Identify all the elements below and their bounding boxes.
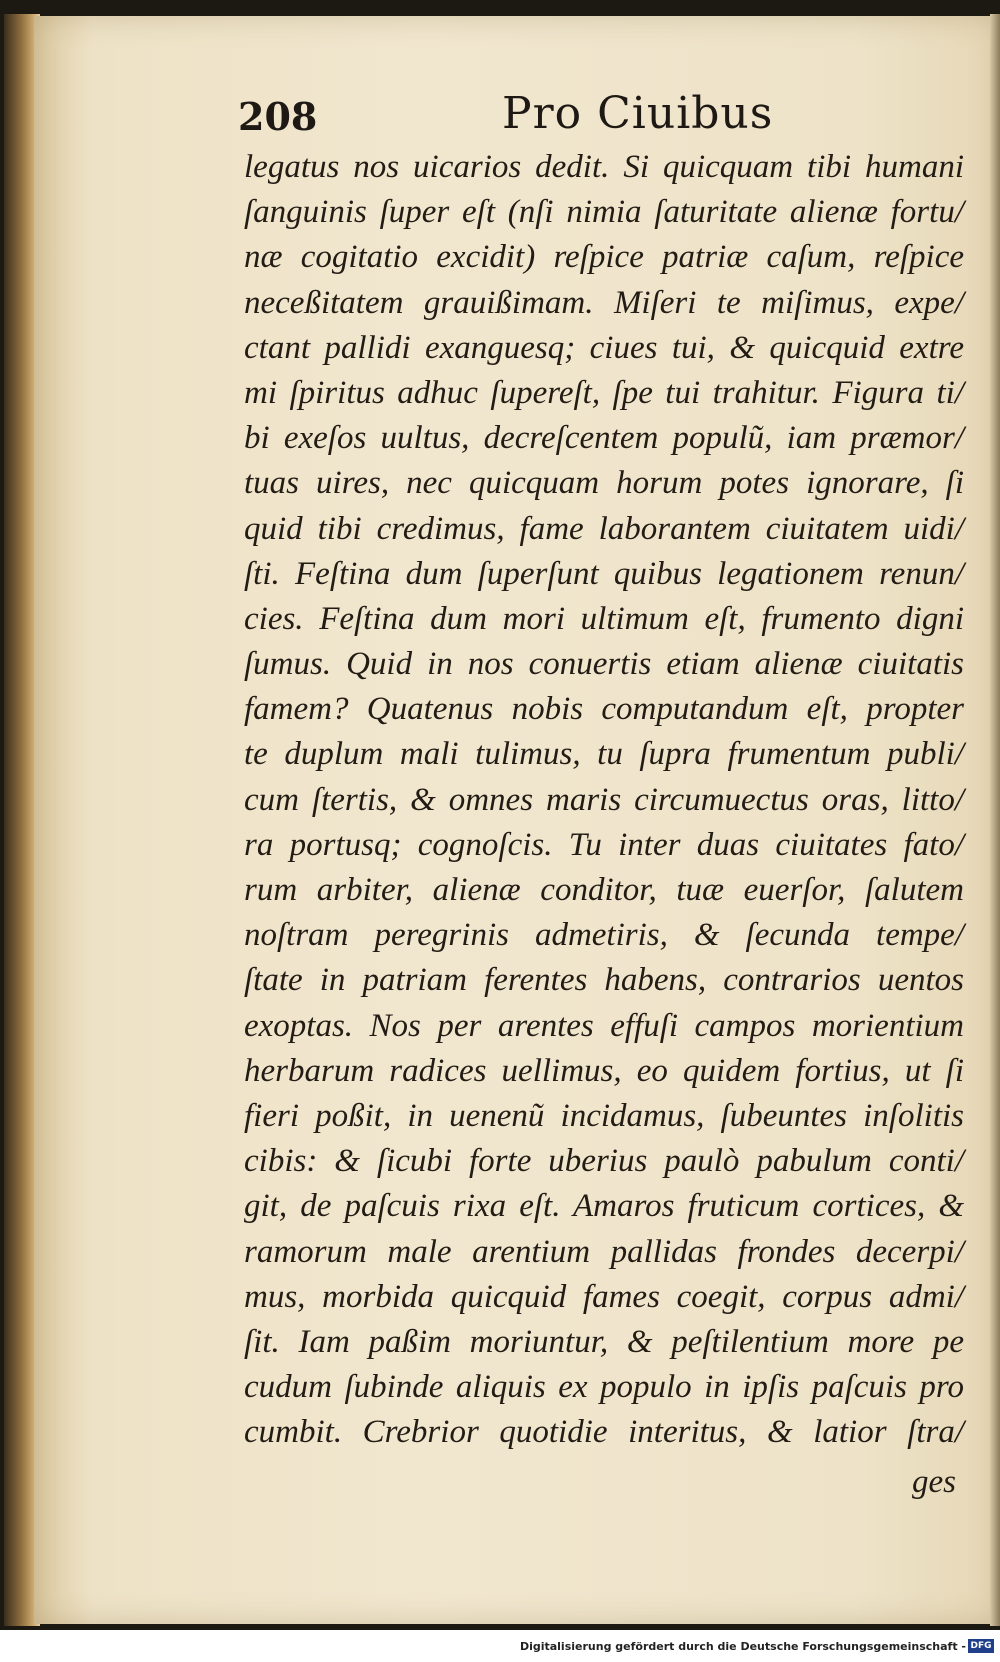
text-line: neceßitatem grauißimam. Miſeri te miſimus, expe/ [244,284,964,321]
text-line: noſtram peregrinis admetiris, & ſecunda tempe/ [244,917,964,954]
text-line: mi ſpiritus adhuc ſupereſt, ſpe tui trahitur. Figura ti/ [244,374,964,411]
running-head [238,88,958,144]
text-line: ra portusq; cognoſcis. Tu inter duas ciuitates fato/ [244,826,964,863]
body-text [244,145,964,1455]
text-line: ſit. Iam paßim moriuntur, & peſtilentium more pe [244,1323,964,1360]
text-line: tuas uires, nec quicquam horum potes ignorare, ſi [244,465,964,502]
text-line: exoptas. Nos per arentes effuſi campos morientium [244,1007,964,1044]
text-line: git, de paſcuis rixa eſt. Amaros fruticum cortices, & [244,1188,964,1225]
text-line: quid tibi credimus, fame laborantem ciuitatem uidi/ [244,510,964,547]
text-line: te duplum mali tulimus, tu ſupra frumentum publi/ [244,736,964,773]
page-fore-edge [990,14,1000,1626]
text-line: ſumus. Quid in nos conuertis etiam alienæ ciuitatis [244,646,964,683]
catchword: ges [912,1464,956,1500]
text-line: cudum ſubinde aliquis ex populo in ipſis paſcuis pro [244,1369,964,1406]
digitization-credit: Digitalisierung gefördert durch die Deutsche Forschungsgemeinschaft - [519,1640,966,1653]
text-line: bi exeſos uultus, decreſcentem populũ, iam præmor/ [244,420,964,457]
dfg-logo: DFG [968,1639,994,1653]
text-line: cies. Feſtina dum mori ultimum eſt, frumento digni [244,600,964,637]
text-line: ramorum male arentium pallidas frondes decerpi/ [244,1233,964,1270]
text-line: næ cogitatio excidit) reſpice patriæ caſum, reſpice [244,239,964,276]
text-line: ctant pallidi exanguesq; ciues tui, & quicquid extre [244,329,964,366]
text-line: cumbit. Crebrior quotidie interitus, & latior ſtra/ [244,1414,964,1451]
text-line: legatus nos uicarios dedit. Si quicquam tibi humani [244,149,964,185]
text-line: cum ſtertis, & omnes maris circumuectus oras, litto/ [244,781,964,818]
text-line: rum arbiter, alienæ conditor, tuæ euerſor, ſalutem [244,872,964,908]
text-line: ſtate in patriam ferentes habens, contrarios uentos [244,962,964,999]
running-title: Pro Ciuibus [502,88,774,139]
text-line: mus, morbida quicquid fames coegit, corpus admi/ [244,1278,964,1315]
page-number: 208 [238,94,318,139]
text-line: cibis: & ſicubi forte uberius paulò pabulum conti/ [244,1143,964,1180]
text-line: herbarum radices uellimus, eo quidem fortius, ut ſi [244,1052,964,1089]
text-line: ſanguinis ſuper eſt (nſi nimia ſaturitate alienæ fortu/ [244,194,964,231]
text-line: famem? Quatenus nobis computandum eſt, propter [244,691,964,728]
text-line: fieri poßit, in uenenũ incidamus, ſubeuntes inſolitis [244,1097,964,1134]
text-line: ſti. Feſtina dum ſuperſunt quibus legationem renun/ [244,555,964,592]
